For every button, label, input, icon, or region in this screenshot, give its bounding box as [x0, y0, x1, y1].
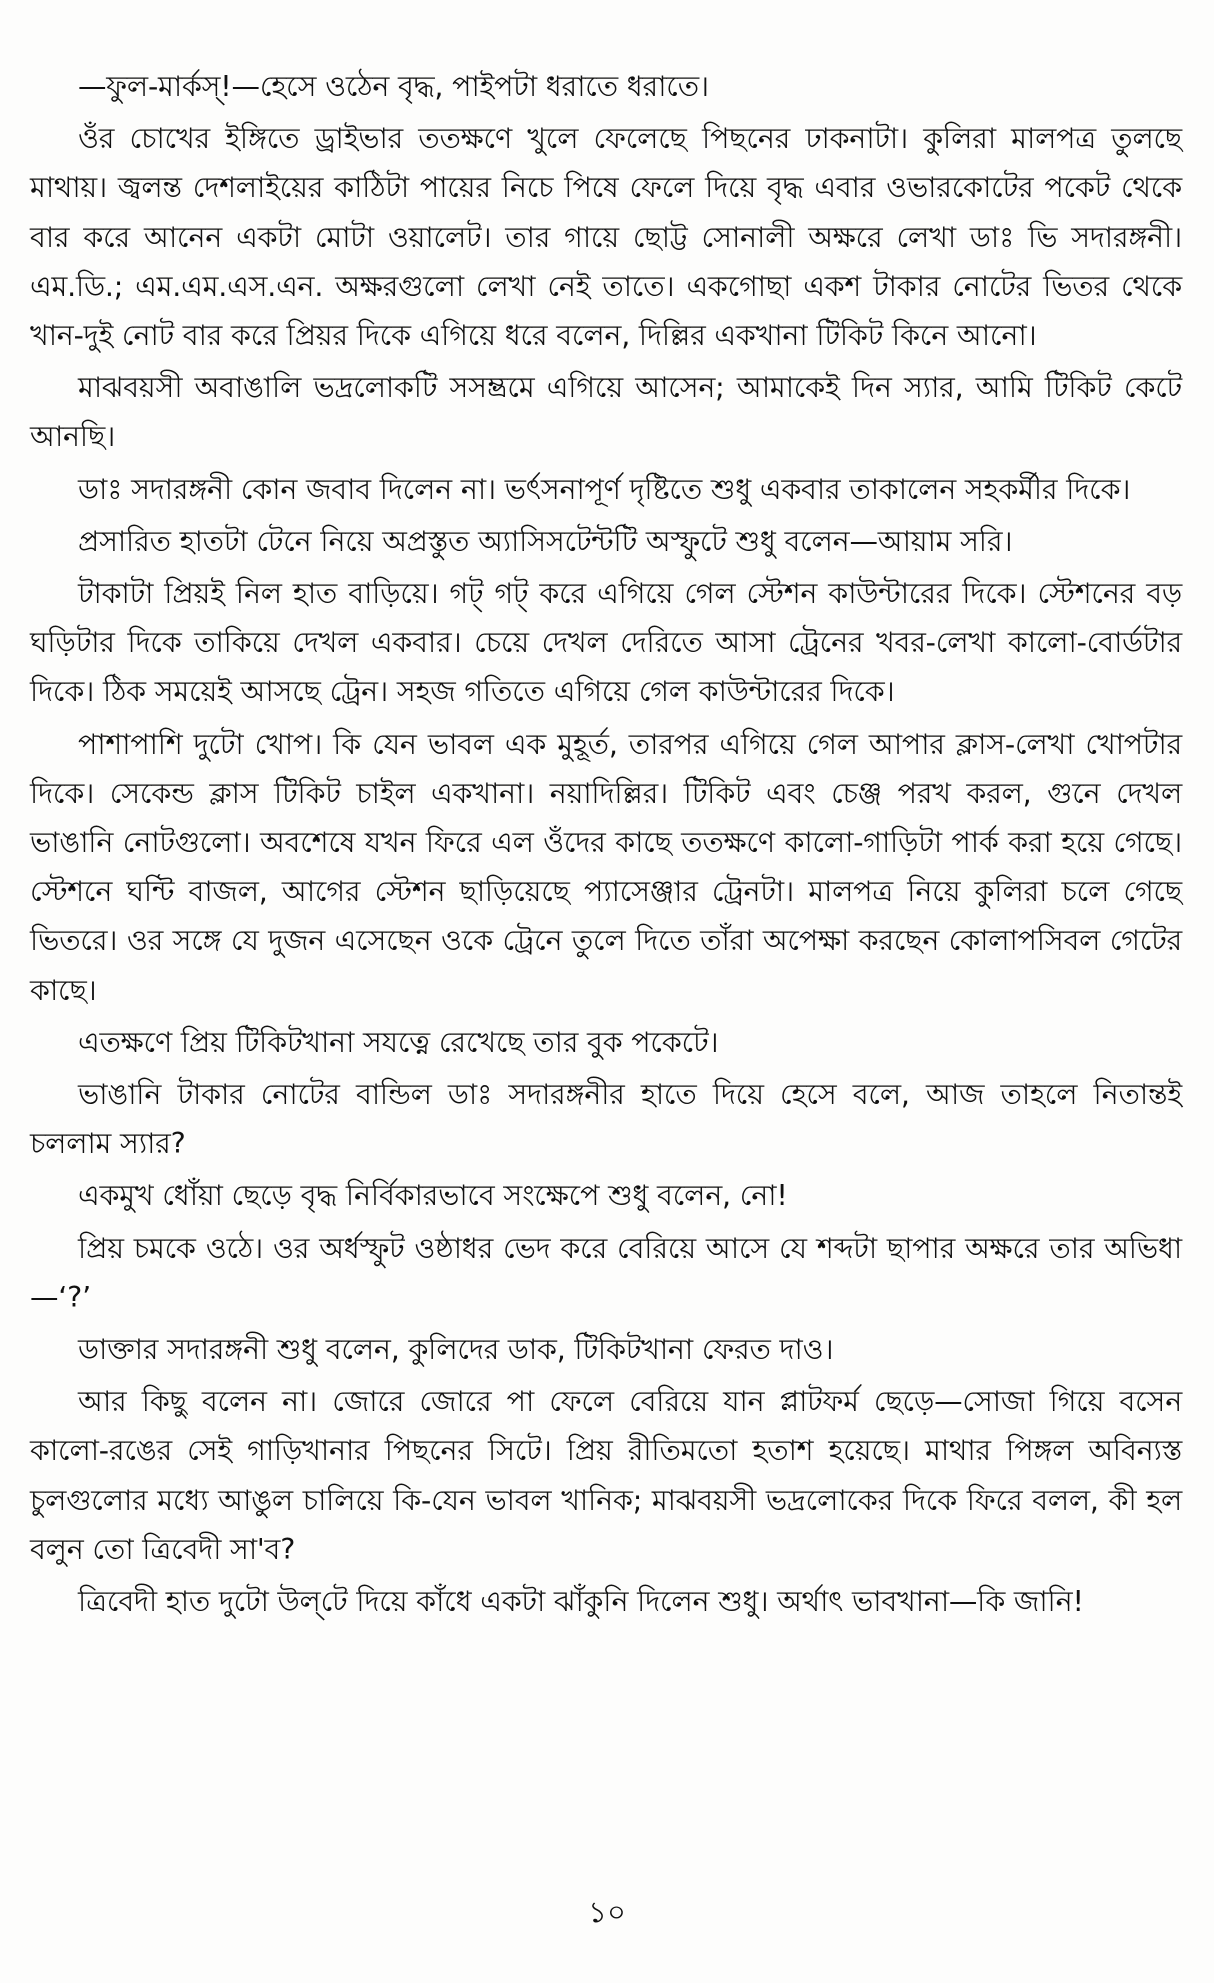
- page-number: ১০: [588, 1895, 626, 1929]
- paragraph-7: পাশাপাশি দুটো খোপ। কি যেন ভাবল এক মুহূর্ত, তারপর এগিয়ে গেল আপার ক্লাস-লেখা খোপটার দিকে। সেকেন্ড ক্লাস টিকিট চাইল একখানা। নয়াদিল্লির। টিকিট এবং চেঞ্জ পরখ করল, গুনে দেখল ভাঙানি নোটগুলো। অবশেষে যখন ফিরে এল ওঁদের কাছে ততক্ষণে কালো-গাড়িটা পার্ক করা হয়ে গেছে। স্টেশনে ঘন্টি বাজল, আগের স্টেশন ছাড়িয়েছে প্যাসেঞ্জার ট্রেনটা। মালপত্র নিয়ে কুলিরা চলে গেছে ভিতরে। ওর সঙ্গে যে দুজন এসেছেন ওকে ট্রেনে তুলে দিতে তাঁরা অপেক্ষা করছেন কোলাপসিবল গেটের কাছে।: [30, 727, 1182, 1007]
- paragraph-3: মাঝবয়সী অবাঙালি ভদ্রলোকটি সসম্ভ্রমে এগিয়ে আসেন; আমাকেই দিন স্যার, আমি টিকিট কেটে আনছি।: [30, 371, 1182, 454]
- paragraph-2: ওঁর চোখের ইঙ্গিতে ড্রাইভার ততক্ষণে খুলে ফেলেছে পিছনের ঢাকনাটা। কুলিরা মালপত্র তুলছে মাথায়। জ্বলন্ত দেশলাইয়ের কাঠিটা পায়ের নিচে পিষে ফেলে দিয়ে বৃদ্ধ এবার ওভারকোটের পকেট থেকে বার করে আনেন একটা মোটা ওয়ালেট। তার গায়ে ছোট্ট সোনালী অক্ষরে লেখা ডাঃ ভি সদারঙ্গনী। এম.ডি.; এম.এম.এস.এন. অক্ষরগুলো লেখা নেই তাতে। একগোছা একশ টাকার নোটের ভিতর থেকে খান-দুই নোট বার করে প্রিয়র দিকে এগিয়ে ধরে বলেন, দিল্লির একখানা টিকিট কিনে আনো।: [30, 122, 1182, 353]
- paragraph-6: টাকাটা প্রিয়ই নিল হাত বাড়িয়ে। গট্‌ গট্‌ করে এগিয়ে গেল স্টেশন কাউন্টারের দিকে। স্টেশনের বড় ঘড়িটার দিকে তাকিয়ে দেখল একবার। চেয়ে দেখল দেরিতে আসা ট্রেনের খবর-লেখা কালো-বোর্ডটার দিকে। ঠিক সময়েই আসছে ট্রেন। সহজ গতিতে এগিয়ে গেল কাউন্টারের দিকে।: [30, 577, 1182, 709]
- paragraph-4: ডাঃ সদারঙ্গনী কোন জবাব দিলেন না। ভর্ৎসনাপূর্ণ দৃষ্টিতে শুধু একবার তাকালেন সহকর্মীর দিকে।: [78, 472, 1131, 506]
- paragraph-1: —ফুল-মার্কস্!—হেসে ওঠেন বৃদ্ধ, পাইপটা ধরাতে ধরাতে।: [78, 70, 709, 103]
- paragraph-12: ডাক্তার সদারঙ্গনী শুধু বলেন, কুলিদের ডাক, টিকিটখানা ফেরত দাও।: [78, 1333, 834, 1367]
- paragraph-13: আর কিছু বলেন না। জোরে জোরে পা ফেলে বেরিয়ে যান প্লাটফর্ম ছেড়ে—সোজা গিয়ে বসেন কালো-রঙের সেই গাড়িখানার পিছনের সিটে। প্রিয় রীতিমতো হতাশ হয়েছে। মাথার পিঙ্গল অবিন্যস্ত চুলগুলোর মধ্যে আঙুল চালিয়ে কি-যেন ভাবল খানিক; মাঝবয়সী ভদ্রলোকের দিকে ফিরে বলল, কী হল বলুন তো ত্রিবেদী সা'ব?: [30, 1385, 1182, 1566]
- paragraph-10: একমুখ ধোঁয়া ছেড়ে বৃদ্ধ নির্বিকারভাবে সংক্ষেপে শুধু বলেন, নো!: [78, 1179, 788, 1213]
- paragraph-11: প্রিয় চমকে ওঠে। ওর অর্ধস্ফুট ওষ্ঠাধর ভেদ করে বেরিয়ে আসে যে শব্দটা ছাপার অক্ষরে তার অভিধা—‘?’: [30, 1231, 1182, 1314]
- paragraph-14: ত্রিবেদী হাত দুটো উল্‌টে দিয়ে কাঁধে একটা ঝাঁকুনি দিলেন শুধু। অর্থাৎ ভাবখানা—কি জানি!: [78, 1585, 1084, 1619]
- paragraph-9: ভাঙানি টাকার নোটের বান্ডিল ডাঃ সদারঙ্গনীর হাতে দিয়ে হেসে বলে, আজ তাহলে নিতান্তই চললাম স্যার?: [30, 1078, 1182, 1161]
- body-text: [30, 62, 1182, 1629]
- paragraph-5: প্রসারিত হাতটা টেনে নিয়ে অপ্রস্তুত অ্যাসিসটেন্টটি অস্ফুটে শুধু বলেন—আয়াম সরি।: [78, 524, 1013, 558]
- paragraph-8: এতক্ষণে প্রিয় টিকিটখানা সযত্নে রেখেছে তার বুক পকেটে।: [78, 1025, 719, 1059]
